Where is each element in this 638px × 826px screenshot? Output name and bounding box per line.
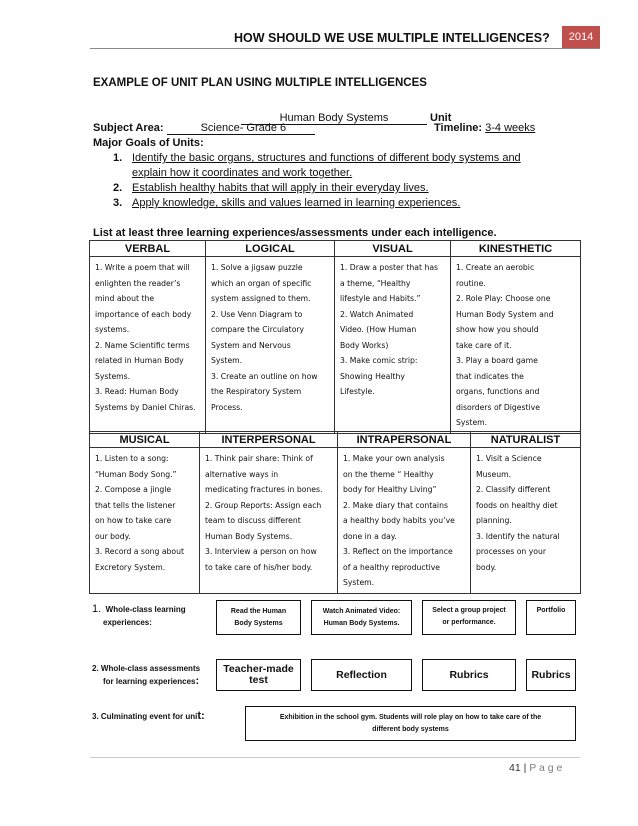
cell-line: 3. Identify the natural [476,531,560,541]
cell-line: alternative ways in [205,469,279,479]
assessment-box-rubrics-2 [526,659,576,691]
cell-line: Systems. [95,371,131,381]
cell-line: System. [456,418,488,427]
cell-line: systems. [95,325,130,334]
cell-intrapersonal [338,448,471,594]
cell-line: 2. Classify different [476,485,551,494]
assessment-box-test [216,659,301,691]
cell-line: organs, functions and [456,387,540,396]
cell-line: medicating fractures in bones. [205,485,323,494]
cell-line: routine. [456,278,486,288]
cell-line: 1. Write a poem that will [95,263,190,272]
goals-title: Major Goals of Units: [93,137,204,149]
cell-line: our body. [95,531,131,541]
goal-text: explain how it coordinates and work together. [132,167,353,179]
header-interpersonal: INTERPERSONAL [200,432,338,448]
box-line: or performance. [442,619,496,626]
cell-line: to take care of his/her body. [205,562,313,572]
cell-line: enlighten the reader’s [95,278,181,288]
cell-line: processes on your [476,547,547,556]
timeline-value: 3-4 weeks [485,122,536,134]
box-line: Rubrics [449,668,489,681]
box-line: Reflection [336,668,387,681]
subject-area [93,122,315,135]
cell-line: Human Body Systems. [205,531,293,541]
label-line: 2. Whole-class assessments [92,664,201,673]
cell-line: on the theme “ Healthy [343,469,434,479]
label-line: Whole-class learning [105,605,186,614]
page-footer [509,762,562,774]
cell-line: Systems by Daniel Chiras. [95,402,196,412]
cell-naturalist [471,448,581,594]
cell-line: 3. Reflect on the importance [343,547,453,556]
goal-item [113,152,521,164]
whole-class-learning-label [92,603,186,629]
timeline-label: Timeline: [434,122,483,134]
cell-line: Video. (How Human [340,325,417,334]
box-line: Watch Animated Video: [322,607,401,615]
cell-interpersonal [200,448,338,594]
label-line: for learning experiences [103,677,196,686]
culminating-event-box [245,706,576,741]
cell-line: Lifestyle. [340,387,375,396]
learning-box-read [216,600,301,635]
cell-line: Excretory System. [95,562,166,572]
goal-item [113,197,530,209]
cell-line: 2. Name Scientific terms [95,340,190,350]
cell-line: lifestyle and Habits.” [340,294,421,303]
cell-line: 1. Create an aerobic [456,263,535,272]
goal-text: Establish healthy habits that will apply in their everyday lives. [132,182,429,194]
header-intrapersonal: INTRAPERSONAL [338,432,471,448]
cell-line: Human Body System and [456,309,554,319]
cell-line: 2. Watch Animated [340,309,414,319]
label-line: experiences: [103,618,152,627]
cell-line: “Human Body Song.” [95,469,177,479]
box-line: Exhibition in the school gym. Students will role play on how to take care of the [279,713,542,721]
header-musical: MUSICAL [90,432,200,448]
header-visual: VISUAL [335,241,451,257]
timeline [434,122,535,134]
cell-line: planning. [476,516,512,525]
cell-line: the Respiratory System [211,387,302,396]
box-line: Read the Human [230,607,287,615]
cell-logical [206,257,335,434]
cell-line: mind about the [95,294,155,303]
cell-musical [90,448,200,594]
box-line: Portfolio [536,607,566,614]
cell-line: Showing Healthy [340,371,405,381]
cell-line: which an organ of specific [211,278,312,288]
page-label: P a g e [529,762,563,774]
cell-line: Process. [211,402,243,412]
cell-line: Museum. [476,469,512,479]
goal-number: 3. [113,197,123,209]
header-logical: LOGICAL [206,241,335,257]
goal-text: Identify the basic organs, structures and functions of different body systems and [132,152,521,164]
assessment-box-reflection [311,659,412,691]
goal-number: 1. [113,152,123,164]
goal-number: 2. [113,182,123,194]
cell-line: Body Works) [340,340,389,350]
cell-kinesthetic [451,257,581,434]
unit-label: Unit [430,112,452,124]
cell-line: 1. Think pair share: Think of [205,454,313,463]
header-kinesthetic: KINESTHETIC [451,241,581,257]
cell-line: 1. Visit a Science [476,454,542,463]
label-line: 3. Culminating event for uni [92,712,198,721]
assessment-box-rubrics [422,659,516,691]
cell-line: related in Human Body [95,356,184,365]
page-number: 41 [509,762,521,774]
row-number: 1. [92,603,102,615]
goal-item-continued [132,167,472,179]
cell-line: body. [476,562,497,572]
learning-box-video [311,600,412,635]
cell-line: 2. Use Venn Diagram to [211,309,303,319]
cell-line: 2. Make diary that contains [343,500,448,510]
cell-visual [335,257,451,434]
cell-line: 3. Interview a person on how [205,547,317,556]
cell-line: that tells the listener [95,500,176,510]
intelligence-table-2 [89,431,581,594]
cell-line: compare the Circulatory [211,325,305,334]
footer-divider [90,757,580,758]
subject-label: Subject Area: [93,122,164,134]
header-verbal: VERBAL [90,241,206,257]
cell-line: 2. Compose a jingle [95,485,172,494]
unit-name: Human Body Systems [241,112,427,125]
cell-line: 3. Make comic strip: [340,356,418,365]
cell-line: 1. Make your own analysis [343,454,445,463]
cell-line: take care of it. [456,340,512,350]
cell-line: 3. Read: Human Body [95,387,179,396]
cell-line: System and Nervous [211,340,291,350]
header-divider [90,48,600,49]
box-line: test [249,674,268,686]
cell-line: system assigned to them. [211,294,311,303]
cell-line: team to discuss different [205,516,301,525]
cell-line: importance of each body [95,309,192,319]
cell-line: 3. Record a song about [95,547,185,556]
cell-line: 3. Create an outline on how [211,371,318,381]
cell-line: 1. Draw a poster that has [340,263,439,272]
cell-line: body for Healthy Living” [343,485,437,494]
cell-line: that indicates the [456,371,524,381]
goal-item [113,182,537,194]
cell-line: 3. Play a board game [456,356,538,365]
cell-line: on how to take care [95,516,172,525]
box-line: Body Systems [234,619,283,627]
cell-line: foods on healthy diet [476,500,558,510]
culminating-event-label [92,710,205,723]
cell-line: of a healthy reproductive [343,562,441,572]
label-colon: : [195,675,200,687]
cell-line: 2. Group Reports: Assign each [205,500,322,510]
cell-line: System. [211,356,243,365]
box-line: Select a group project [432,607,506,614]
cell-verbal [90,257,206,434]
header-year-badge: 2014 [562,26,600,48]
cell-line: disorders of Digestive [456,402,540,412]
label-tail: t: [197,710,205,722]
box-line: different body systems [372,725,449,733]
cell-line: 1. Listen to a song: [95,454,169,463]
intelligence-table-1 [89,240,581,434]
learning-box-project [422,600,516,635]
cell-line: a healthy body habits you’ve [343,516,455,525]
box-line: Rubrics [531,668,571,681]
goal-text: Apply knowledge, skills and values learned in learning experiences. [132,197,461,209]
cell-line: done in a day. [343,531,397,541]
page-separator: | [523,762,527,774]
section-title: EXAMPLE OF UNIT PLAN USING MULTIPLE INTELLIGENCES [93,77,427,89]
cell-line: 1. Solve a jigsaw puzzle [211,263,303,272]
list-instruction: List at least three learning experiences/assessments under each intelligence. [93,227,497,239]
header-naturalist: NATURALIST [471,432,581,448]
cell-line: System. [343,578,375,587]
learning-box-portfolio [526,600,576,635]
box-line: Teacher-made [223,663,294,675]
subject-value: Science- Grade 6 [167,122,315,135]
cell-line: show how you should [456,325,539,334]
cell-line: 2. Role Play: Choose one [456,294,551,303]
whole-class-assessment-label [92,662,200,688]
cell-line: a theme, “Healthy [340,278,411,288]
page-header-title: HOW SHOULD WE USE MULTIPLE INTELLIGENCES? [234,31,550,45]
box-line: Human Body Systems. [323,619,400,627]
